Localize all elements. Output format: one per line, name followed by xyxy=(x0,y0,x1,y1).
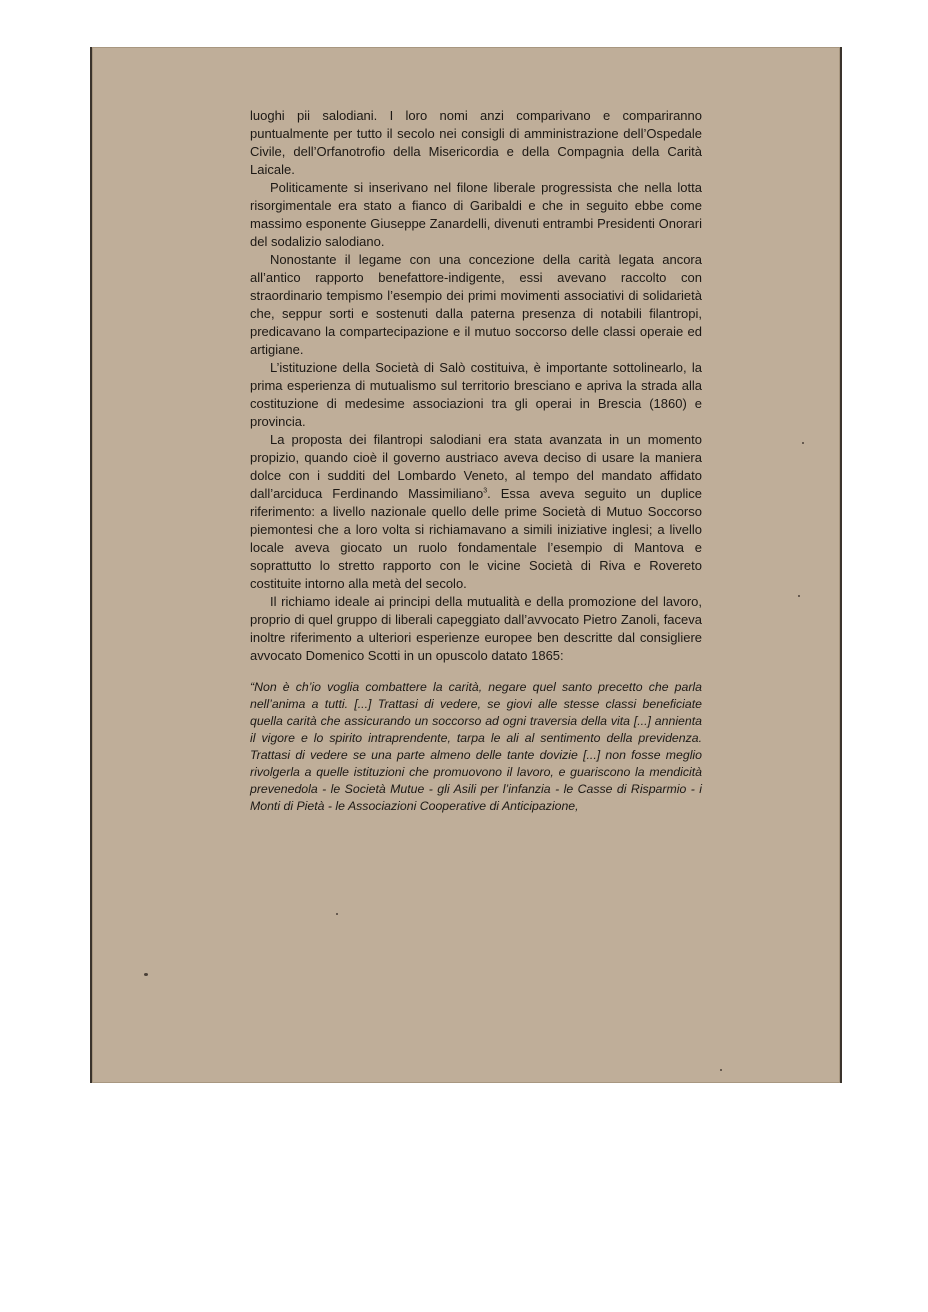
paragraph-3: Nonostante il legame con una concezione della carità legata ancora all’antico rapporto benefattore-indigente, essi avevano raccolto con straordinario tempismo l’esempio dei primi movimenti associativi di solidarietà che, seppur sorti e sostenuti dalla paterna presenza di notabili filantropi, predicavano la compartecipazione e il mutuo soccorso delle classi operaie ed artigiane. xyxy=(250,252,702,357)
scan-speck xyxy=(720,1069,722,1071)
paragraph-5 xyxy=(250,431,702,593)
scan-speck xyxy=(144,973,148,976)
scan-speck xyxy=(336,913,338,915)
body-text xyxy=(250,107,702,815)
paragraph-1: luoghi pii salodiani. I loro nomi anzi comparivano e compariranno puntualmente per tutto il secolo nei consigli di amministrazione dell’Ospedale Civile, dell’Orfanotrofio della Misericordia e della Compagnia della Carità Laicale. xyxy=(250,108,702,177)
block-quote: “Non è ch’io voglia combattere la carità, negare quel santo precetto che parla nell’anima a tutti. [...] Trattasi di vedere, se giovi alle stesse classi beneficiate quella carità che assicurando un soccorso ad ogni traversia della vita [...] annienta il vigore e lo spirito intraprendente, tarpa le ali al sentimento della previdenza. Trattasi di vedere se una parte almeno delle tante dovizie [...] non fosse meglio rivolgerla a quelle istituzioni che promuovono il lavoro, e guariscono la mendicità prevenedola - le Società Mutue - gli Asili per l’infanzia - le Casse di Risparmio - i Monti di Pietà - le Associazioni Cooperative di Anticipazione, xyxy=(250,680,702,813)
paragraph-5-part-1: La proposta dei filantropi salodiani era stata avanzata in un momento propizio, quando cioè il governo austriaco aveva deciso di usare la maniera dolce con i sudditi del Lombardo Veneto, al tempo del mandato affidato dall’arciduca Ferdinando Massimiliano xyxy=(250,432,702,501)
paragraph-6: Il richiamo ideale ai principi della mutualità e della promozione del lavoro, proprio di quel gruppo di liberali capeggiato dall’avvocato Pietro Zanoli, faceva inoltre riferimento a ulteriori esperienze europee ben descritte dal consigliere avvocato Domenico Scotti in un opuscolo datato 1865: xyxy=(250,594,702,663)
scan-speck xyxy=(798,595,800,597)
scan-speck xyxy=(802,442,804,444)
scanned-page xyxy=(90,47,842,1083)
footnote-marker: 3 xyxy=(483,487,488,495)
paragraph-2: Politicamente si inserivano nel filone liberale progressista che nella lotta risorgimentale era stato a fianco di Garibaldi e che in seguito ebbe come massimo esponente Giuseppe Zanardelli, divenuti entrambi Presidenti Onorari del sodalizio salodiano. xyxy=(250,180,702,249)
paragraph-4: L’istituzione della Società di Salò costituiva, è importante sottolinearlo, la prima esperienza di mutualismo sul territorio bresciano e apriva la strada alla costituzione di medesime associazioni tra gli operai in Brescia (1860) e provincia. xyxy=(250,360,702,429)
paragraph-5-part-2: . Essa aveva seguito un duplice riferimento: a livello nazionale quello delle prime Società di Mutuo Soccorso piemontesi che a loro volta si richiamavano a simili iniziative inglesi; a livello locale aveva giocato un ruolo fondamentale l’esempio di Mantova e soprattutto lo stretto rapporto con le vicine Società di Riva e Rovereto costituite intorno alla metà del secolo. xyxy=(250,486,702,591)
